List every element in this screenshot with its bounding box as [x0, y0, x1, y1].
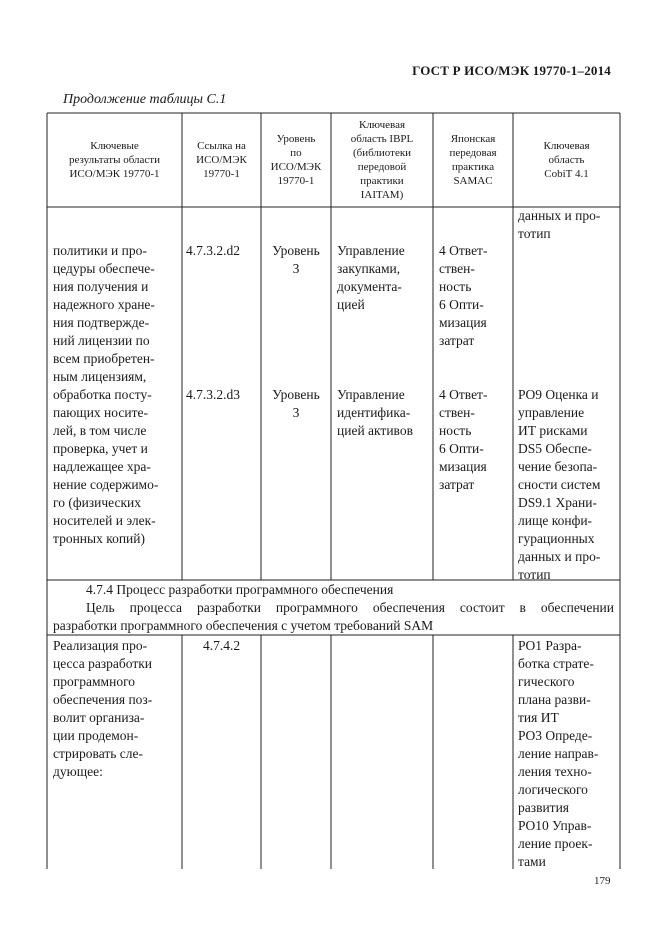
- continuation-cobit-cell: данных и про- тотип: [518, 208, 601, 241]
- section-row: [53, 581, 614, 635]
- col-header-cobit: Ключевая область CobiT 4.1: [543, 140, 590, 180]
- level-d2-cell: Уровень 3: [272, 243, 320, 276]
- ref-474-cell: 4.7.4.2: [202, 638, 241, 653]
- section-title: 4.7.4 Процесс разработки программного обеспечения: [86, 582, 394, 597]
- section-goal-line-1: Цель процесса разработки программного обеспечения состоит в обеспечении: [86, 600, 614, 615]
- samac-d2-cell: 4 Ответ- ствен- ность 6 Опти- мизация затрат: [439, 243, 488, 348]
- ibpl-d2-cell: Управление закупками, документа- цией: [337, 243, 405, 312]
- page-number: 179: [594, 875, 611, 887]
- result-474-cell: Реализация про- цесса разработки программного обеспечения поз- волит организа- ции продемон- стрировать сле- дующее:: [53, 638, 153, 779]
- result-cell: политики и про- цедуры обеспече- ния получения и надежного хране- ния подтвержде- ний лицензии по всем приобретен- ным лицензиям, обработка посту- пающих носите- лей, в том числе проверка, учет и надлежащее хра- нение содержимо- го (физических носителей и элек- тронных копий): [53, 243, 159, 546]
- cobit-d3-cell: PO9 Оценка и управление ИТ рисками DS5 Обеспе- чение безопа- сности систем DS9.1 Храни- лище конфи- гурационных данных и про- тотип: [518, 387, 601, 582]
- ref-d3-cell: 4.7.3.2.d3: [186, 387, 240, 402]
- samac-d3-cell: 4 Ответ- ствен- ность 6 Опти- мизация затрат: [439, 387, 488, 492]
- col-header-results: Ключевые результаты области ИСО/МЭК 19770-1: [69, 140, 160, 180]
- table-caption: Продолжение таблицы С.1: [63, 92, 227, 107]
- document-header: ГОСТ Р ИСО/МЭК 19770-1–2014: [412, 63, 611, 78]
- col-header-reference: Ссылка на ИСО/МЭК 19770-1: [196, 140, 247, 180]
- col-header-ibpl: Ключевая область IBPL (библиотеки передовой практики IAITAM): [350, 119, 414, 201]
- col-header-samac: Японская передовая практика SAMAC: [449, 133, 497, 187]
- ibpl-d3-cell: Управление идентифика- цией активов: [337, 387, 413, 438]
- section-goal-line-2: разработки программного обеспечения с учетом требований SAM: [53, 618, 434, 633]
- col-header-level: Уровень по ИСО/МЭК 19770-1: [270, 133, 322, 187]
- cobit-474-cell: PO1 Разра- ботка страте- гического плана разви- тия ИТ PO3 Опреде- ление направ- ления техно- логического развития PO10 Управ- ление проек- тами: [518, 638, 599, 869]
- level-d3-cell: Уровень 3: [272, 387, 320, 420]
- ref-d2-cell: 4.7.3.2.d2: [186, 243, 240, 258]
